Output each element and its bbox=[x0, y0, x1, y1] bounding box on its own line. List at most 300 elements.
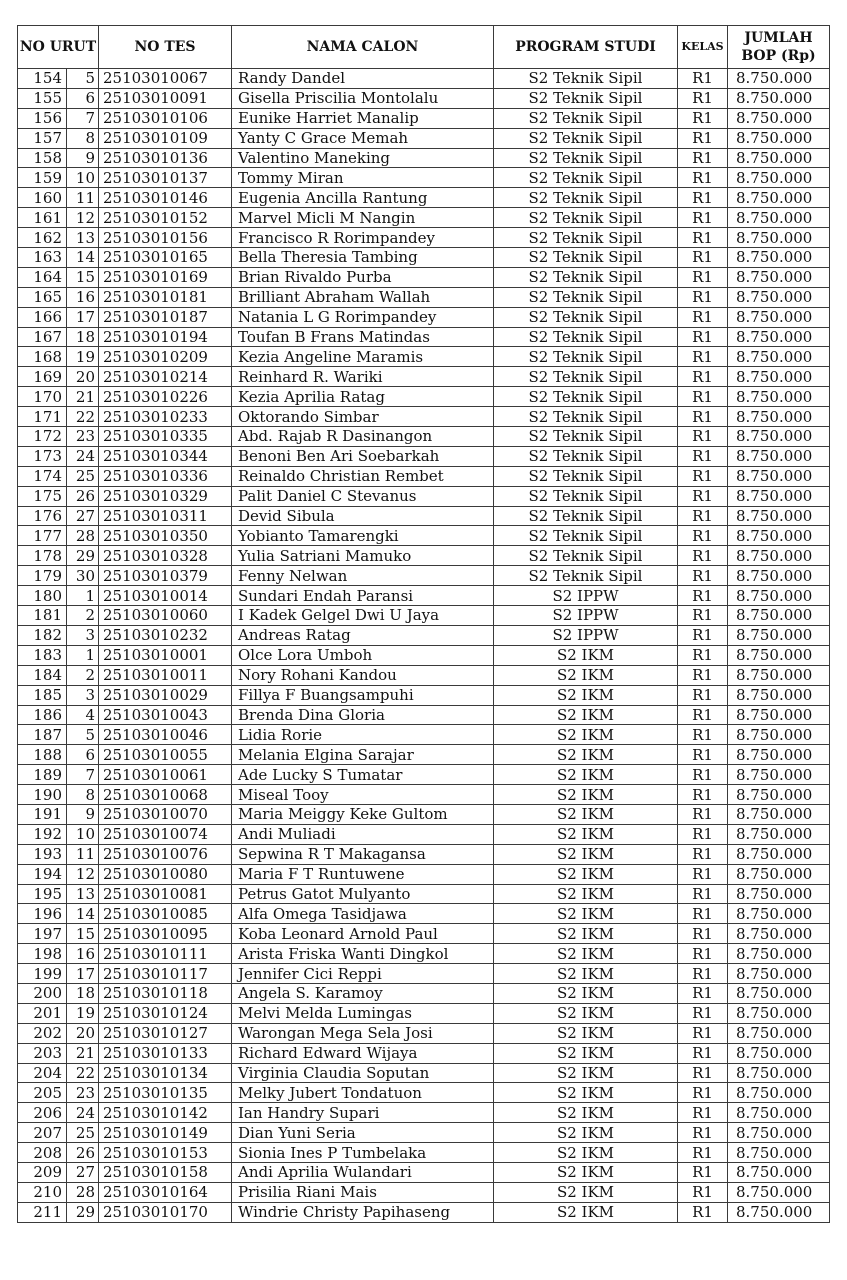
cell-no-program: 26 bbox=[67, 1143, 99, 1163]
cell-no-global: 158 bbox=[18, 148, 67, 168]
cell-no-tes: 25103010153 bbox=[99, 1143, 232, 1163]
cell-kelas: R1 bbox=[678, 1182, 728, 1202]
cell-jumlah-bop: 8.750.000 bbox=[728, 327, 830, 347]
cell-no-tes: 25103010158 bbox=[99, 1162, 232, 1182]
cell-no-tes: 25103010165 bbox=[99, 248, 232, 268]
table-row bbox=[18, 88, 830, 108]
table-row bbox=[18, 1023, 830, 1043]
cell-jumlah-bop: 8.750.000 bbox=[728, 1043, 830, 1063]
cell-no-program: 27 bbox=[67, 1162, 99, 1182]
cell-kelas: R1 bbox=[678, 1003, 728, 1023]
cell-no-tes: 25103010068 bbox=[99, 785, 232, 805]
cell-nama-calon: Arista Friska Wanti Dingkol bbox=[232, 944, 494, 964]
cell-no-program: 1 bbox=[67, 586, 99, 606]
cell-kelas: R1 bbox=[678, 983, 728, 1003]
table-row bbox=[18, 248, 830, 268]
cell-jumlah-bop: 8.750.000 bbox=[728, 725, 830, 745]
cell-no-program: 23 bbox=[67, 427, 99, 447]
cell-jumlah-bop: 8.750.000 bbox=[728, 367, 830, 387]
header-no-tes: NO TES bbox=[99, 26, 232, 69]
cell-kelas: R1 bbox=[678, 765, 728, 785]
cell-no-program: 8 bbox=[67, 785, 99, 805]
table-row bbox=[18, 1003, 830, 1023]
cell-no-global: 205 bbox=[18, 1083, 67, 1103]
cell-jumlah-bop: 8.750.000 bbox=[728, 1103, 830, 1123]
cell-program-studi: S2 IKM bbox=[494, 1063, 678, 1083]
cell-no-global: 200 bbox=[18, 983, 67, 1003]
cell-no-global: 164 bbox=[18, 267, 67, 287]
cell-no-program: 25 bbox=[67, 1123, 99, 1143]
cell-jumlah-bop: 8.750.000 bbox=[728, 267, 830, 287]
cell-program-studi: S2 IPPW bbox=[494, 586, 678, 606]
cell-nama-calon: Alfa Omega Tasidjawa bbox=[232, 904, 494, 924]
cell-no-program: 23 bbox=[67, 1083, 99, 1103]
cell-kelas: R1 bbox=[678, 824, 728, 844]
cell-no-global: 187 bbox=[18, 725, 67, 745]
cell-nama-calon: Abd. Rajab R Dasinangon bbox=[232, 427, 494, 447]
cell-kelas: R1 bbox=[678, 347, 728, 367]
cell-kelas: R1 bbox=[678, 1063, 728, 1083]
cell-no-tes: 25103010081 bbox=[99, 884, 232, 904]
cell-no-global: 154 bbox=[18, 69, 67, 89]
cell-no-global: 159 bbox=[18, 168, 67, 188]
cell-kelas: R1 bbox=[678, 705, 728, 725]
cell-no-tes: 25103010146 bbox=[99, 188, 232, 208]
cell-kelas: R1 bbox=[678, 804, 728, 824]
cell-no-program: 29 bbox=[67, 1202, 99, 1222]
table-row bbox=[18, 128, 830, 148]
cell-nama-calon: Reinhard R. Wariki bbox=[232, 367, 494, 387]
cell-jumlah-bop: 8.750.000 bbox=[728, 1182, 830, 1202]
cell-nama-calon: Valentino Maneking bbox=[232, 148, 494, 168]
cell-no-global: 198 bbox=[18, 944, 67, 964]
header-no-urut: NO URUT bbox=[18, 26, 99, 69]
cell-kelas: R1 bbox=[678, 884, 728, 904]
cell-jumlah-bop: 8.750.000 bbox=[728, 924, 830, 944]
cell-no-program: 16 bbox=[67, 944, 99, 964]
cell-no-program: 28 bbox=[67, 526, 99, 546]
cell-no-global: 182 bbox=[18, 625, 67, 645]
table-row bbox=[18, 1103, 830, 1123]
cell-no-program: 17 bbox=[67, 307, 99, 327]
cell-program-studi: S2 IKM bbox=[494, 725, 678, 745]
cell-no-global: 162 bbox=[18, 228, 67, 248]
cell-jumlah-bop: 8.750.000 bbox=[728, 1083, 830, 1103]
table-row bbox=[18, 1043, 830, 1063]
cell-jumlah-bop: 8.750.000 bbox=[728, 566, 830, 586]
cell-nama-calon: Melania Elgina Sarajar bbox=[232, 745, 494, 765]
table-row bbox=[18, 944, 830, 964]
table-row bbox=[18, 407, 830, 427]
cell-program-studi: S2 IPPW bbox=[494, 625, 678, 645]
cell-program-studi: S2 Teknik Sipil bbox=[494, 168, 678, 188]
cell-program-studi: S2 Teknik Sipil bbox=[494, 407, 678, 427]
cell-no-program: 24 bbox=[67, 446, 99, 466]
cell-program-studi: S2 Teknik Sipil bbox=[494, 387, 678, 407]
cell-no-tes: 25103010350 bbox=[99, 526, 232, 546]
cell-no-global: 177 bbox=[18, 526, 67, 546]
cell-no-program: 18 bbox=[67, 327, 99, 347]
cell-no-program: 9 bbox=[67, 148, 99, 168]
cell-nama-calon: Natania L G Rorimpandey bbox=[232, 307, 494, 327]
cell-kelas: R1 bbox=[678, 188, 728, 208]
table-row bbox=[18, 566, 830, 586]
cell-nama-calon: I Kadek Gelgel Dwi U Jaya bbox=[232, 606, 494, 626]
cell-program-studi: S2 IKM bbox=[494, 665, 678, 685]
header-jumlah-line1: JUMLAH bbox=[744, 30, 813, 46]
registration-table bbox=[17, 25, 830, 1223]
cell-nama-calon: Virginia Claudia Soputan bbox=[232, 1063, 494, 1083]
table-row bbox=[18, 824, 830, 844]
cell-no-global: 195 bbox=[18, 884, 67, 904]
cell-kelas: R1 bbox=[678, 944, 728, 964]
cell-program-studi: S2 IKM bbox=[494, 705, 678, 725]
cell-program-studi: S2 Teknik Sipil bbox=[494, 367, 678, 387]
header-jumlah-bop bbox=[728, 26, 830, 69]
cell-nama-calon: Andreas Ratag bbox=[232, 625, 494, 645]
cell-no-tes: 25103010080 bbox=[99, 864, 232, 884]
cell-program-studi: S2 Teknik Sipil bbox=[494, 506, 678, 526]
cell-no-global: 203 bbox=[18, 1043, 67, 1063]
cell-jumlah-bop: 8.750.000 bbox=[728, 287, 830, 307]
table-row bbox=[18, 69, 830, 89]
cell-nama-calon: Francisco R Rorimpandey bbox=[232, 228, 494, 248]
cell-program-studi: S2 Teknik Sipil bbox=[494, 108, 678, 128]
cell-no-program: 15 bbox=[67, 267, 99, 287]
table-row bbox=[18, 685, 830, 705]
cell-no-program: 10 bbox=[67, 168, 99, 188]
cell-jumlah-bop: 8.750.000 bbox=[728, 824, 830, 844]
cell-no-global: 206 bbox=[18, 1103, 67, 1123]
cell-nama-calon: Fillya F Buangsampuhi bbox=[232, 685, 494, 705]
cell-kelas: R1 bbox=[678, 606, 728, 626]
cell-no-program: 19 bbox=[67, 1003, 99, 1023]
table-row bbox=[18, 765, 830, 785]
cell-no-tes: 25103010164 bbox=[99, 1182, 232, 1202]
cell-no-tes: 25103010226 bbox=[99, 387, 232, 407]
cell-nama-calon: Yobianto Tamarengki bbox=[232, 526, 494, 546]
cell-no-tes: 25103010055 bbox=[99, 745, 232, 765]
cell-jumlah-bop: 8.750.000 bbox=[728, 745, 830, 765]
cell-nama-calon: Sundari Endah Paransi bbox=[232, 586, 494, 606]
cell-nama-calon: Benoni Ben Ari Soebarkah bbox=[232, 446, 494, 466]
table-row bbox=[18, 526, 830, 546]
cell-jumlah-bop: 8.750.000 bbox=[728, 1003, 830, 1023]
cell-program-studi: S2 IKM bbox=[494, 884, 678, 904]
cell-no-tes: 25103010046 bbox=[99, 725, 232, 745]
cell-no-global: 165 bbox=[18, 287, 67, 307]
cell-no-program: 13 bbox=[67, 884, 99, 904]
cell-program-studi: S2 Teknik Sipil bbox=[494, 347, 678, 367]
cell-nama-calon: Reinaldo Christian Rembet bbox=[232, 466, 494, 486]
cell-kelas: R1 bbox=[678, 228, 728, 248]
cell-program-studi: S2 Teknik Sipil bbox=[494, 566, 678, 586]
cell-no-program: 8 bbox=[67, 128, 99, 148]
cell-no-program: 30 bbox=[67, 566, 99, 586]
cell-nama-calon: Toufan B Frans Matindas bbox=[232, 327, 494, 347]
header-jumlah-line2: BOP (Rp) bbox=[741, 48, 816, 64]
cell-kelas: R1 bbox=[678, 128, 728, 148]
cell-program-studi: S2 IKM bbox=[494, 804, 678, 824]
cell-jumlah-bop: 8.750.000 bbox=[728, 69, 830, 89]
cell-no-global: 192 bbox=[18, 824, 67, 844]
table-header-row bbox=[18, 26, 830, 69]
cell-jumlah-bop: 8.750.000 bbox=[728, 248, 830, 268]
cell-jumlah-bop: 8.750.000 bbox=[728, 884, 830, 904]
cell-program-studi: S2 IKM bbox=[494, 685, 678, 705]
cell-no-global: 180 bbox=[18, 586, 67, 606]
table-row bbox=[18, 625, 830, 645]
cell-no-tes: 25103010142 bbox=[99, 1103, 232, 1123]
cell-kelas: R1 bbox=[678, 924, 728, 944]
cell-program-studi: S2 Teknik Sipil bbox=[494, 128, 678, 148]
cell-jumlah-bop: 8.750.000 bbox=[728, 804, 830, 824]
cell-nama-calon: Eugenia Ancilla Rantung bbox=[232, 188, 494, 208]
cell-program-studi: S2 Teknik Sipil bbox=[494, 88, 678, 108]
cell-no-tes: 25103010127 bbox=[99, 1023, 232, 1043]
cell-no-tes: 25103010214 bbox=[99, 367, 232, 387]
cell-no-program: 22 bbox=[67, 407, 99, 427]
cell-no-global: 170 bbox=[18, 387, 67, 407]
cell-kelas: R1 bbox=[678, 785, 728, 805]
cell-jumlah-bop: 8.750.000 bbox=[728, 645, 830, 665]
cell-nama-calon: Andi Aprilia Wulandari bbox=[232, 1162, 494, 1182]
cell-jumlah-bop: 8.750.000 bbox=[728, 188, 830, 208]
cell-nama-calon: Brilliant Abraham Wallah bbox=[232, 287, 494, 307]
cell-jumlah-bop: 8.750.000 bbox=[728, 1023, 830, 1043]
cell-no-tes: 25103010170 bbox=[99, 1202, 232, 1222]
cell-nama-calon: Bella Theresia Tambing bbox=[232, 248, 494, 268]
cell-no-global: 186 bbox=[18, 705, 67, 725]
cell-no-global: 196 bbox=[18, 904, 67, 924]
header-program-studi: PROGRAM STUDI bbox=[494, 26, 678, 69]
cell-kelas: R1 bbox=[678, 665, 728, 685]
table-row bbox=[18, 466, 830, 486]
cell-no-program: 2 bbox=[67, 665, 99, 685]
cell-program-studi: S2 IKM bbox=[494, 1182, 678, 1202]
cell-no-tes: 25103010091 bbox=[99, 88, 232, 108]
cell-kelas: R1 bbox=[678, 427, 728, 447]
cell-no-tes: 25103010111 bbox=[99, 944, 232, 964]
cell-nama-calon: Sepwina R T Makagansa bbox=[232, 844, 494, 864]
cell-program-studi: S2 Teknik Sipil bbox=[494, 327, 678, 347]
cell-jumlah-bop: 8.750.000 bbox=[728, 168, 830, 188]
cell-nama-calon: Prisilia Riani Mais bbox=[232, 1182, 494, 1202]
cell-kelas: R1 bbox=[678, 208, 728, 228]
cell-program-studi: S2 Teknik Sipil bbox=[494, 466, 678, 486]
cell-no-tes: 25103010014 bbox=[99, 586, 232, 606]
table-row bbox=[18, 1143, 830, 1163]
cell-jumlah-bop: 8.750.000 bbox=[728, 307, 830, 327]
cell-no-program: 16 bbox=[67, 287, 99, 307]
cell-jumlah-bop: 8.750.000 bbox=[728, 964, 830, 984]
table-row bbox=[18, 208, 830, 228]
cell-jumlah-bop: 8.750.000 bbox=[728, 944, 830, 964]
cell-nama-calon: Yanty C Grace Memah bbox=[232, 128, 494, 148]
cell-no-global: 157 bbox=[18, 128, 67, 148]
cell-no-tes: 25103010311 bbox=[99, 506, 232, 526]
cell-program-studi: S2 IKM bbox=[494, 964, 678, 984]
cell-no-program: 11 bbox=[67, 844, 99, 864]
cell-no-global: 185 bbox=[18, 685, 67, 705]
cell-no-program: 12 bbox=[67, 864, 99, 884]
table-row bbox=[18, 1182, 830, 1202]
cell-program-studi: S2 IKM bbox=[494, 904, 678, 924]
cell-program-studi: S2 Teknik Sipil bbox=[494, 208, 678, 228]
cell-no-program: 28 bbox=[67, 1182, 99, 1202]
cell-program-studi: S2 IKM bbox=[494, 844, 678, 864]
cell-kelas: R1 bbox=[678, 387, 728, 407]
cell-program-studi: S2 IKM bbox=[494, 645, 678, 665]
table-row bbox=[18, 188, 830, 208]
cell-no-tes: 25103010135 bbox=[99, 1083, 232, 1103]
cell-no-program: 9 bbox=[67, 804, 99, 824]
cell-nama-calon: Randy Dandel bbox=[232, 69, 494, 89]
cell-no-program: 1 bbox=[67, 645, 99, 665]
table-row bbox=[18, 367, 830, 387]
cell-jumlah-bop: 8.750.000 bbox=[728, 586, 830, 606]
cell-nama-calon: Kezia Angeline Maramis bbox=[232, 347, 494, 367]
cell-jumlah-bop: 8.750.000 bbox=[728, 1162, 830, 1182]
cell-no-tes: 25103010149 bbox=[99, 1123, 232, 1143]
cell-no-program: 10 bbox=[67, 824, 99, 844]
table-row bbox=[18, 347, 830, 367]
cell-no-tes: 25103010232 bbox=[99, 625, 232, 645]
cell-program-studi: S2 IKM bbox=[494, 745, 678, 765]
cell-nama-calon: Dian Yuni Seria bbox=[232, 1123, 494, 1143]
cell-nama-calon: Maria F T Runtuwene bbox=[232, 864, 494, 884]
cell-program-studi: S2 Teknik Sipil bbox=[494, 307, 678, 327]
cell-kelas: R1 bbox=[678, 486, 728, 506]
cell-jumlah-bop: 8.750.000 bbox=[728, 128, 830, 148]
cell-program-studi: S2 Teknik Sipil bbox=[494, 148, 678, 168]
cell-no-program: 14 bbox=[67, 904, 99, 924]
cell-no-tes: 25103010076 bbox=[99, 844, 232, 864]
table-row bbox=[18, 864, 830, 884]
cell-jumlah-bop: 8.750.000 bbox=[728, 546, 830, 566]
cell-no-program: 5 bbox=[67, 725, 99, 745]
table-row bbox=[18, 983, 830, 1003]
cell-program-studi: S2 IKM bbox=[494, 924, 678, 944]
cell-nama-calon: Andi Muliadi bbox=[232, 824, 494, 844]
cell-nama-calon: Warongan Mega Sela Josi bbox=[232, 1023, 494, 1043]
cell-kelas: R1 bbox=[678, 168, 728, 188]
cell-nama-calon: Fenny Nelwan bbox=[232, 566, 494, 586]
cell-program-studi: S2 Teknik Sipil bbox=[494, 526, 678, 546]
cell-kelas: R1 bbox=[678, 1103, 728, 1123]
cell-jumlah-bop: 8.750.000 bbox=[728, 486, 830, 506]
cell-jumlah-bop: 8.750.000 bbox=[728, 208, 830, 228]
cell-jumlah-bop: 8.750.000 bbox=[728, 765, 830, 785]
cell-no-program: 6 bbox=[67, 745, 99, 765]
cell-no-tes: 25103010061 bbox=[99, 765, 232, 785]
cell-nama-calon: Melky Jubert Tondatuon bbox=[232, 1083, 494, 1103]
cell-jumlah-bop: 8.750.000 bbox=[728, 387, 830, 407]
cell-jumlah-bop: 8.750.000 bbox=[728, 108, 830, 128]
cell-no-global: 160 bbox=[18, 188, 67, 208]
table-row bbox=[18, 168, 830, 188]
header-kelas: KELAS bbox=[678, 26, 728, 69]
cell-no-tes: 25103010329 bbox=[99, 486, 232, 506]
cell-program-studi: S2 IKM bbox=[494, 1103, 678, 1123]
cell-no-global: 167 bbox=[18, 327, 67, 347]
cell-kelas: R1 bbox=[678, 685, 728, 705]
cell-nama-calon: Oktorando Simbar bbox=[232, 407, 494, 427]
table-row bbox=[18, 645, 830, 665]
cell-kelas: R1 bbox=[678, 446, 728, 466]
cell-kelas: R1 bbox=[678, 148, 728, 168]
cell-nama-calon: Melvi Melda Lumingas bbox=[232, 1003, 494, 1023]
cell-program-studi: S2 Teknik Sipil bbox=[494, 248, 678, 268]
cell-program-studi: S2 IKM bbox=[494, 1023, 678, 1043]
cell-jumlah-bop: 8.750.000 bbox=[728, 904, 830, 924]
cell-jumlah-bop: 8.750.000 bbox=[728, 88, 830, 108]
cell-jumlah-bop: 8.750.000 bbox=[728, 466, 830, 486]
cell-no-tes: 25103010152 bbox=[99, 208, 232, 228]
cell-kelas: R1 bbox=[678, 1123, 728, 1143]
cell-no-program: 22 bbox=[67, 1063, 99, 1083]
cell-no-tes: 25103010233 bbox=[99, 407, 232, 427]
cell-jumlah-bop: 8.750.000 bbox=[728, 1123, 830, 1143]
cell-kelas: R1 bbox=[678, 645, 728, 665]
table-row bbox=[18, 884, 830, 904]
cell-program-studi: S2 IKM bbox=[494, 765, 678, 785]
table-row bbox=[18, 586, 830, 606]
cell-nama-calon: Miseal Tooy bbox=[232, 785, 494, 805]
cell-no-tes: 25103010133 bbox=[99, 1043, 232, 1063]
table-row bbox=[18, 745, 830, 765]
cell-no-tes: 25103010209 bbox=[99, 347, 232, 367]
cell-kelas: R1 bbox=[678, 287, 728, 307]
cell-no-program: 27 bbox=[67, 506, 99, 526]
cell-program-studi: S2 Teknik Sipil bbox=[494, 267, 678, 287]
table-row bbox=[18, 964, 830, 984]
cell-jumlah-bop: 8.750.000 bbox=[728, 844, 830, 864]
cell-no-global: 181 bbox=[18, 606, 67, 626]
cell-no-global: 207 bbox=[18, 1123, 67, 1143]
cell-kelas: R1 bbox=[678, 248, 728, 268]
cell-no-tes: 25103010029 bbox=[99, 685, 232, 705]
cell-program-studi: S2 Teknik Sipil bbox=[494, 287, 678, 307]
cell-nama-calon: Gisella Priscilia Montolalu bbox=[232, 88, 494, 108]
cell-program-studi: S2 IKM bbox=[494, 785, 678, 805]
cell-program-studi: S2 IKM bbox=[494, 1202, 678, 1222]
cell-no-global: 209 bbox=[18, 1162, 67, 1182]
table-row bbox=[18, 606, 830, 626]
cell-no-program: 3 bbox=[67, 685, 99, 705]
table-row bbox=[18, 1123, 830, 1143]
cell-jumlah-bop: 8.750.000 bbox=[728, 506, 830, 526]
cell-jumlah-bop: 8.750.000 bbox=[728, 228, 830, 248]
cell-kelas: R1 bbox=[678, 267, 728, 287]
table-row bbox=[18, 267, 830, 287]
cell-no-tes: 25103010043 bbox=[99, 705, 232, 725]
table-row bbox=[18, 327, 830, 347]
cell-kelas: R1 bbox=[678, 327, 728, 347]
document-sheet bbox=[17, 25, 829, 1223]
cell-kelas: R1 bbox=[678, 407, 728, 427]
cell-no-program: 18 bbox=[67, 983, 99, 1003]
table-row bbox=[18, 785, 830, 805]
cell-no-program: 25 bbox=[67, 466, 99, 486]
cell-program-studi: S2 Teknik Sipil bbox=[494, 446, 678, 466]
table-row bbox=[18, 427, 830, 447]
cell-nama-calon: Sionia Ines P Tumbelaka bbox=[232, 1143, 494, 1163]
cell-jumlah-bop: 8.750.000 bbox=[728, 864, 830, 884]
cell-program-studi: S2 Teknik Sipil bbox=[494, 69, 678, 89]
cell-no-tes: 25103010067 bbox=[99, 69, 232, 89]
cell-no-global: 211 bbox=[18, 1202, 67, 1222]
